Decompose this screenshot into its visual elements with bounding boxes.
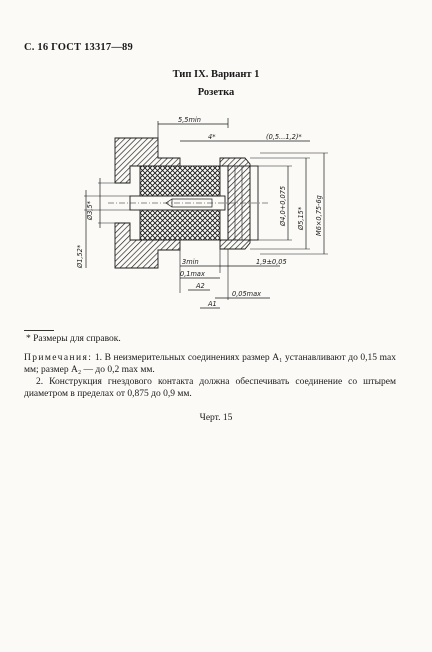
notes-label: Примечания: (24, 353, 93, 363)
dim-text-d4-0: Ø4,0+0,075 (279, 185, 287, 226)
type-title: Тип IX. Вариант 1 (172, 69, 260, 80)
dim-text-3min: 3min (182, 258, 199, 266)
page-header: С. 16 ГОСТ 13317—89 (24, 42, 133, 53)
dim-bottom (180, 249, 287, 308)
dim-text-gap: (0,5...1,2)* (266, 133, 302, 141)
dim-text-d5-15: Ø5,15* (297, 206, 305, 230)
dim-text-d3-5: Ø3,5* (86, 201, 94, 220)
housing (108, 138, 270, 268)
dim-text-0-1max: 0,1max (180, 270, 205, 278)
section-title: Розетка (197, 87, 235, 98)
dim-text-d1-52: Ø1,52* (76, 244, 84, 268)
figure-caption: Черт. 15 (199, 413, 233, 423)
dim-text-thread: M6×0,75-6g (315, 195, 323, 236)
dim-text-5-5min: 5,5min (178, 116, 201, 124)
note-1-text: 1. В неизмерительных соединениях размер A₁ устанавливают до 0,15 max мм; размер A₂ — до 0,2 max мм. (24, 353, 396, 375)
dim-text-0-05max: 0,05max (232, 290, 262, 298)
dim-top-length (158, 116, 228, 138)
label-a2: A2 (196, 282, 205, 290)
notes (24, 352, 396, 400)
dim-gap (250, 133, 310, 141)
dim-right-diameters (250, 153, 328, 254)
footnote: * Размеры для справок. (26, 334, 121, 344)
label-a1: A1 (208, 300, 217, 308)
note-2: 2. Конструкция гнездового контакта должна обеспечивать соединение со штырем диаметром в пределах от 0,875 до 0,9 мм. (24, 377, 396, 399)
note-1 (24, 352, 396, 376)
footnote-rule (24, 330, 54, 331)
dim-inner-length (180, 133, 250, 141)
dim-text-4: 4* (208, 133, 216, 141)
dim-text-1-9: 1,9±0,05 (256, 258, 287, 266)
technical-drawing (70, 108, 340, 328)
